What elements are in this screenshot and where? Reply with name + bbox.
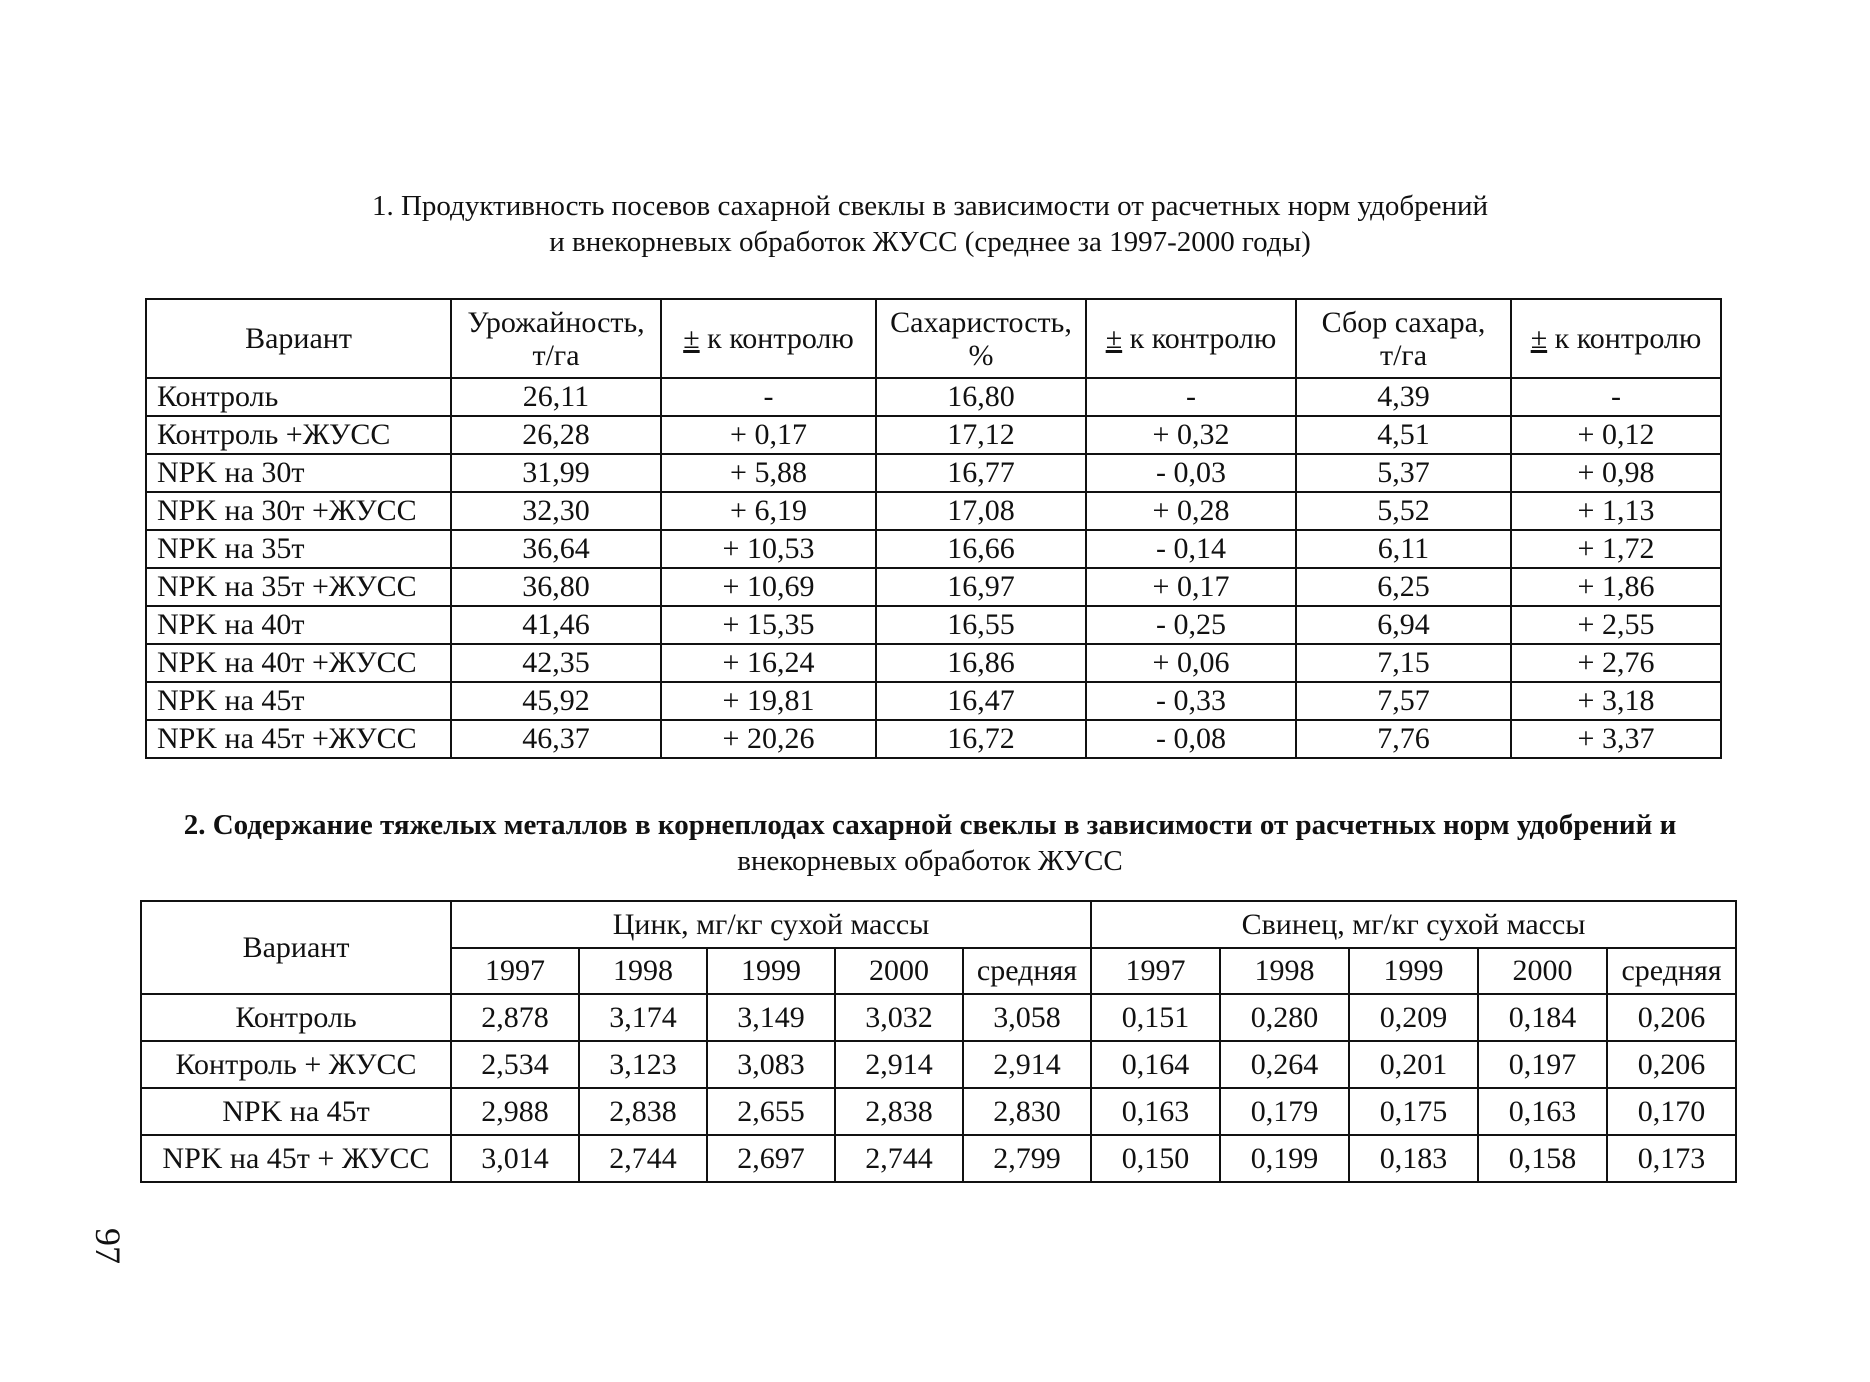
header-zinc-2000: 2000 bbox=[835, 948, 963, 994]
table-cell: + 2,76 bbox=[1511, 644, 1721, 682]
header-control-label: к контролю bbox=[1547, 322, 1702, 355]
page-number: 97 bbox=[88, 1228, 128, 1264]
table-row bbox=[146, 454, 1721, 492]
table-cell: 0,183 bbox=[1349, 1135, 1478, 1182]
table-cell: 0,206 bbox=[1607, 1041, 1736, 1088]
table-cell: 16,97 bbox=[876, 568, 1086, 606]
table-cell: + 10,53 bbox=[661, 530, 876, 568]
header-variant: Вариант bbox=[141, 901, 451, 994]
table-cell: + 3,37 bbox=[1511, 720, 1721, 758]
table-cell: 0,175 bbox=[1349, 1088, 1478, 1135]
table-cell: 16,72 bbox=[876, 720, 1086, 758]
table-cell: 2,838 bbox=[579, 1088, 707, 1135]
table-cell: 16,86 bbox=[876, 644, 1086, 682]
table-cell: - 0,33 bbox=[1086, 682, 1296, 720]
table-cell: 0,163 bbox=[1478, 1088, 1607, 1135]
table-cell: 2,914 bbox=[963, 1041, 1091, 1088]
table-cell: + 0,06 bbox=[1086, 644, 1296, 682]
header-sugar-line1: Сахаристость, bbox=[890, 305, 1072, 339]
table-cell: 0,209 bbox=[1349, 994, 1478, 1041]
table-cell: + 20,26 bbox=[661, 720, 876, 758]
table-cell: 3,149 bbox=[707, 994, 835, 1041]
table-row bbox=[146, 568, 1721, 606]
table-cell: 0,206 bbox=[1607, 994, 1736, 1041]
table-cell: + 2,55 bbox=[1511, 606, 1721, 644]
table1-caption bbox=[140, 188, 1720, 260]
table2-caption bbox=[130, 807, 1730, 879]
table-cell: 2,799 bbox=[963, 1135, 1091, 1182]
table-cell: 0,151 bbox=[1091, 994, 1220, 1041]
table-cell: 0,173 bbox=[1607, 1135, 1736, 1182]
table-cell: 17,08 bbox=[876, 492, 1086, 530]
table-cell: 7,57 bbox=[1296, 682, 1511, 720]
row-variant-cell: NPK на 30т +ЖУСС bbox=[146, 492, 451, 530]
table-cell: 2,878 bbox=[451, 994, 579, 1041]
table-cell: 2,655 bbox=[707, 1088, 835, 1135]
plus-minus-sign: ± bbox=[683, 322, 700, 355]
table-cell: 16,47 bbox=[876, 682, 1086, 720]
table-cell: 7,76 bbox=[1296, 720, 1511, 758]
table-cell: 6,94 bbox=[1296, 606, 1511, 644]
table2-caption-line1: 2. Содержание тяжелых металлов в корнеплодах сахарной свеклы в зависимости от расчетных норм удобрений и bbox=[183, 809, 1677, 841]
table-cell: 0,164 bbox=[1091, 1041, 1220, 1088]
header-zinc-1998: 1998 bbox=[579, 948, 707, 994]
table-cell: + 0,32 bbox=[1086, 416, 1296, 454]
table-row bbox=[141, 1135, 1736, 1182]
table-cell: - 0,25 bbox=[1086, 606, 1296, 644]
table-cell: 36,64 bbox=[451, 530, 661, 568]
header-sugar-line2: % bbox=[968, 338, 994, 372]
table-cell: + 5,88 bbox=[661, 454, 876, 492]
table-cell: + 16,24 bbox=[661, 644, 876, 682]
header-control-label: к контролю bbox=[699, 322, 854, 355]
table-row bbox=[146, 416, 1721, 454]
table-cell: 2,914 bbox=[835, 1041, 963, 1088]
table-cell: 16,55 bbox=[876, 606, 1086, 644]
table-cell: + 0,17 bbox=[1086, 568, 1296, 606]
productivity-table bbox=[145, 298, 1722, 759]
table-cell: 0,280 bbox=[1220, 994, 1349, 1041]
row-variant-cell: Контроль bbox=[141, 994, 451, 1041]
header-lead-1997: 1997 bbox=[1091, 948, 1220, 994]
table-cell: 41,46 bbox=[451, 606, 661, 644]
table-cell: 2,744 bbox=[579, 1135, 707, 1182]
header-lead-1998: 1998 bbox=[1220, 948, 1349, 994]
header-yield bbox=[451, 299, 661, 378]
table-cell: 0,163 bbox=[1091, 1088, 1220, 1135]
header-collection-vs-control bbox=[1511, 299, 1721, 378]
table-cell: + 0,98 bbox=[1511, 454, 1721, 492]
row-variant-cell: NPK на 45т bbox=[146, 682, 451, 720]
row-variant-cell: Контроль +ЖУСС bbox=[146, 416, 451, 454]
row-variant-cell: NPK на 35т bbox=[146, 530, 451, 568]
table-cell: 3,014 bbox=[451, 1135, 579, 1182]
header-lead: Свинец, мг/кг сухой массы bbox=[1091, 901, 1736, 948]
table-cell: - 0,14 bbox=[1086, 530, 1296, 568]
header-yield-vs-control bbox=[661, 299, 876, 378]
header-collection-line2: т/га bbox=[1379, 338, 1428, 372]
table-cell: 17,12 bbox=[876, 416, 1086, 454]
table-cell: + 1,13 bbox=[1511, 492, 1721, 530]
table-cell: 3,058 bbox=[963, 994, 1091, 1041]
row-variant-cell: NPK на 45т + ЖУСС bbox=[141, 1135, 451, 1182]
table-cell: 7,15 bbox=[1296, 644, 1511, 682]
table-header-row bbox=[146, 299, 1721, 378]
table-cell: 0,150 bbox=[1091, 1135, 1220, 1182]
table-row bbox=[146, 682, 1721, 720]
table-cell: 16,80 bbox=[876, 378, 1086, 416]
table-cell: 0,184 bbox=[1478, 994, 1607, 1041]
table-row bbox=[146, 492, 1721, 530]
table1-caption-line2: и внекорневых обработок ЖУСС (среднее за 1997-2000 годы) bbox=[549, 226, 1311, 258]
table-cell: + 1,86 bbox=[1511, 568, 1721, 606]
table-row bbox=[146, 530, 1721, 568]
table-cell: - 0,03 bbox=[1086, 454, 1296, 492]
header-collection-line1: Сбор сахара, bbox=[1321, 305, 1486, 339]
header-lead-1999: 1999 bbox=[1349, 948, 1478, 994]
table-cell: 3,123 bbox=[579, 1041, 707, 1088]
table-cell: 45,92 bbox=[451, 682, 661, 720]
table-cell: 3,032 bbox=[835, 994, 963, 1041]
table-cell: 2,744 bbox=[835, 1135, 963, 1182]
row-variant-cell: NPK на 35т +ЖУСС bbox=[146, 568, 451, 606]
table-cell: 4,39 bbox=[1296, 378, 1511, 416]
table-cell: 2,830 bbox=[963, 1088, 1091, 1135]
header-sugar-content bbox=[876, 299, 1086, 378]
header-zinc: Цинк, мг/кг сухой массы bbox=[451, 901, 1091, 948]
row-variant-cell: NPK на 40т +ЖУСС bbox=[146, 644, 451, 682]
table-cell: 5,37 bbox=[1296, 454, 1511, 492]
table-cell: 2,988 bbox=[451, 1088, 579, 1135]
table-cell: 2,697 bbox=[707, 1135, 835, 1182]
table-cell: + 6,19 bbox=[661, 492, 876, 530]
table-cell: - bbox=[1511, 378, 1721, 416]
table-cell: 2,838 bbox=[835, 1088, 963, 1135]
table-cell: 36,80 bbox=[451, 568, 661, 606]
header-sugar-collection bbox=[1296, 299, 1511, 378]
header-variant: Вариант bbox=[146, 299, 451, 378]
table-cell: 31,99 bbox=[451, 454, 661, 492]
table-cell: + 0,28 bbox=[1086, 492, 1296, 530]
table-cell: 42,35 bbox=[451, 644, 661, 682]
header-yield-line1: Урожайность, bbox=[467, 305, 645, 339]
table-row bbox=[146, 378, 1721, 416]
row-variant-cell: NPK на 40т bbox=[146, 606, 451, 644]
table-cell: - bbox=[661, 378, 876, 416]
table-cell: 0,170 bbox=[1607, 1088, 1736, 1135]
table-row bbox=[141, 1088, 1736, 1135]
table-cell: 0,264 bbox=[1220, 1041, 1349, 1088]
table-cell: + 3,18 bbox=[1511, 682, 1721, 720]
header-control-label: к контролю bbox=[1122, 322, 1277, 355]
table-cell: 0,199 bbox=[1220, 1135, 1349, 1182]
table-cell: 3,083 bbox=[707, 1041, 835, 1088]
table-cell: 6,25 bbox=[1296, 568, 1511, 606]
table-cell: + 0,12 bbox=[1511, 416, 1721, 454]
table-row bbox=[146, 606, 1721, 644]
table-cell: 3,174 bbox=[579, 994, 707, 1041]
table-header-row bbox=[141, 901, 1736, 948]
table-cell: 5,52 bbox=[1296, 492, 1511, 530]
table-cell: 4,51 bbox=[1296, 416, 1511, 454]
plus-minus-sign: ± bbox=[1530, 322, 1548, 355]
table-cell: 6,11 bbox=[1296, 530, 1511, 568]
table2-caption-line2: внекорневых обработок ЖУСС bbox=[737, 845, 1123, 877]
table-cell: 0,201 bbox=[1349, 1041, 1478, 1088]
table-cell: 46,37 bbox=[451, 720, 661, 758]
table-cell: + 15,35 bbox=[661, 606, 876, 644]
table-row bbox=[146, 720, 1721, 758]
table-cell: + 0,17 bbox=[661, 416, 876, 454]
table-cell: + 1,72 bbox=[1511, 530, 1721, 568]
table1-caption-line1: 1. Продуктивность посевов сахарной свеклы в зависимости от расчетных норм удобрений bbox=[371, 190, 1489, 222]
table-cell: 32,30 bbox=[451, 492, 661, 530]
table-cell: + 10,69 bbox=[661, 568, 876, 606]
table-cell: + 19,81 bbox=[661, 682, 876, 720]
heavy-metals-table bbox=[140, 900, 1737, 1183]
plus-minus-sign: ± bbox=[1105, 322, 1123, 355]
table-cell: 26,11 bbox=[451, 378, 661, 416]
header-lead-2000: 2000 bbox=[1478, 948, 1607, 994]
table-cell: 26,28 bbox=[451, 416, 661, 454]
row-variant-cell: NPK на 30т bbox=[146, 454, 451, 492]
header-sugar-vs-control bbox=[1086, 299, 1296, 378]
table-cell: 0,197 bbox=[1478, 1041, 1607, 1088]
table-row bbox=[141, 1041, 1736, 1088]
table-row bbox=[141, 994, 1736, 1041]
table-cell: 16,66 bbox=[876, 530, 1086, 568]
header-zinc-1997: 1997 bbox=[451, 948, 579, 994]
row-variant-cell: Контроль + ЖУСС bbox=[141, 1041, 451, 1088]
table-row bbox=[146, 644, 1721, 682]
header-yield-line2: т/га bbox=[532, 338, 580, 372]
table-cell: 0,158 bbox=[1478, 1135, 1607, 1182]
row-variant-cell: NPK на 45т bbox=[141, 1088, 451, 1135]
table-cell: - bbox=[1086, 378, 1296, 416]
table-cell: 16,77 bbox=[876, 454, 1086, 492]
table-cell: 0,179 bbox=[1220, 1088, 1349, 1135]
table-cell: 2,534 bbox=[451, 1041, 579, 1088]
row-variant-cell: NPK на 45т +ЖУСС bbox=[146, 720, 451, 758]
row-variant-cell: Контроль bbox=[146, 378, 451, 416]
header-zinc-1999: 1999 bbox=[707, 948, 835, 994]
header-zinc-average: средняя bbox=[963, 948, 1091, 994]
table-cell: - 0,08 bbox=[1086, 720, 1296, 758]
header-lead-average: средняя bbox=[1607, 948, 1736, 994]
